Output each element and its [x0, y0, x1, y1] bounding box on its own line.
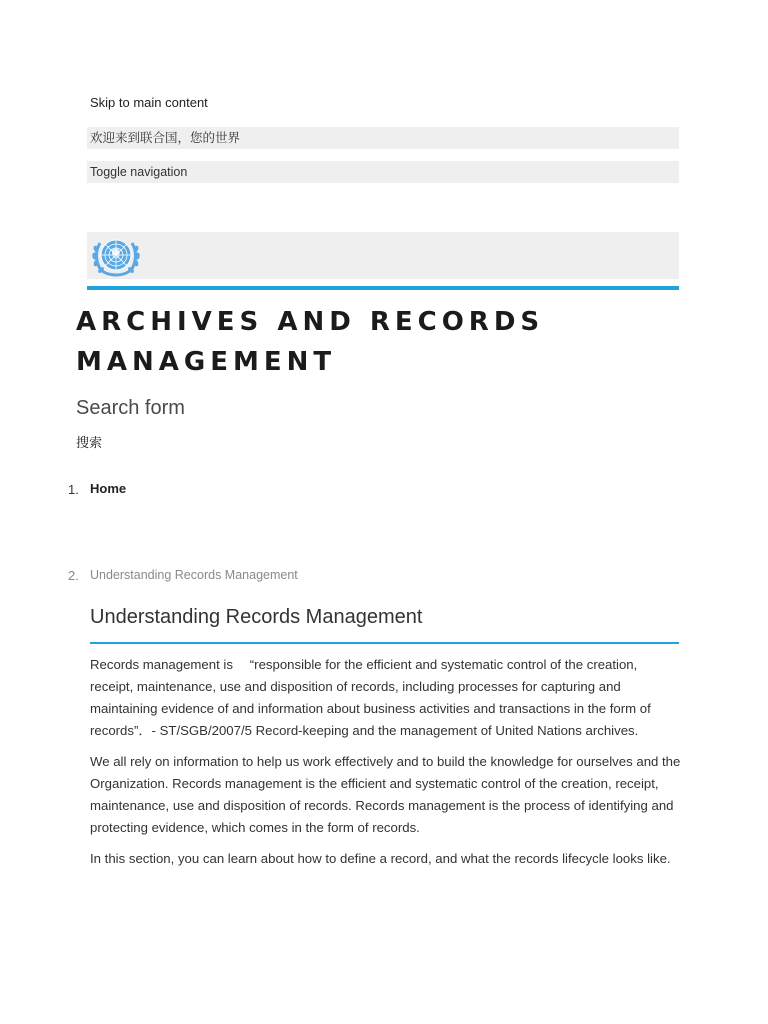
main-content — [90, 654, 682, 879]
page-title: Understanding Records Management — [90, 606, 423, 628]
breadcrumb-number-1: 1. — [68, 482, 79, 497]
search-button[interactable]: 搜索 — [76, 435, 103, 450]
toggle-navigation-button[interactable] — [87, 161, 679, 183]
content-paragraph: We all rely on information to help us work effectively and to build the knowledge for ourselves and the Organization. Records management is the efficient and systematic control of the creation, receipt, maintenance, use and disposition of records. Records management is the process of identifying and protecting evidence, which comes in the form of records. — [90, 754, 681, 835]
search-form-label: Search form — [76, 397, 185, 419]
content-paragraph: In this section, you can learn about how to define a record, and what the records lifecycle looks like. — [90, 851, 671, 866]
site-title[interactable]: ARCHIVES AND RECORDS MANAGEMENT — [76, 307, 545, 377]
breadcrumb-current-page: Understanding Records Management — [90, 568, 298, 582]
skip-to-main-content-link[interactable]: Skip to main content — [90, 95, 208, 110]
header-accent-rule — [87, 286, 679, 290]
language-bar[interactable] — [87, 127, 679, 149]
toggle-navigation-label: Toggle navigation — [90, 165, 188, 179]
un-emblem-logo-icon[interactable] — [90, 233, 142, 279]
title-underline-rule — [90, 642, 679, 644]
logo-bar — [87, 232, 679, 279]
content-paragraph: Records management is “responsible for the efficient and systematic control of the creation, receipt, maintenance, use and disposition of records, including processes for capturing and maintaining evidence of and information about business activities and transactions in the form of records”．- ST/SGB/2007/5 Record-keeping and the management of United Nations archives. — [90, 657, 651, 738]
breadcrumb-number-2: 2. — [68, 568, 79, 583]
breadcrumb-home-link[interactable]: Home — [90, 481, 127, 496]
language-text[interactable]: 欢迎来到联合国，您的世界 — [90, 131, 241, 145]
